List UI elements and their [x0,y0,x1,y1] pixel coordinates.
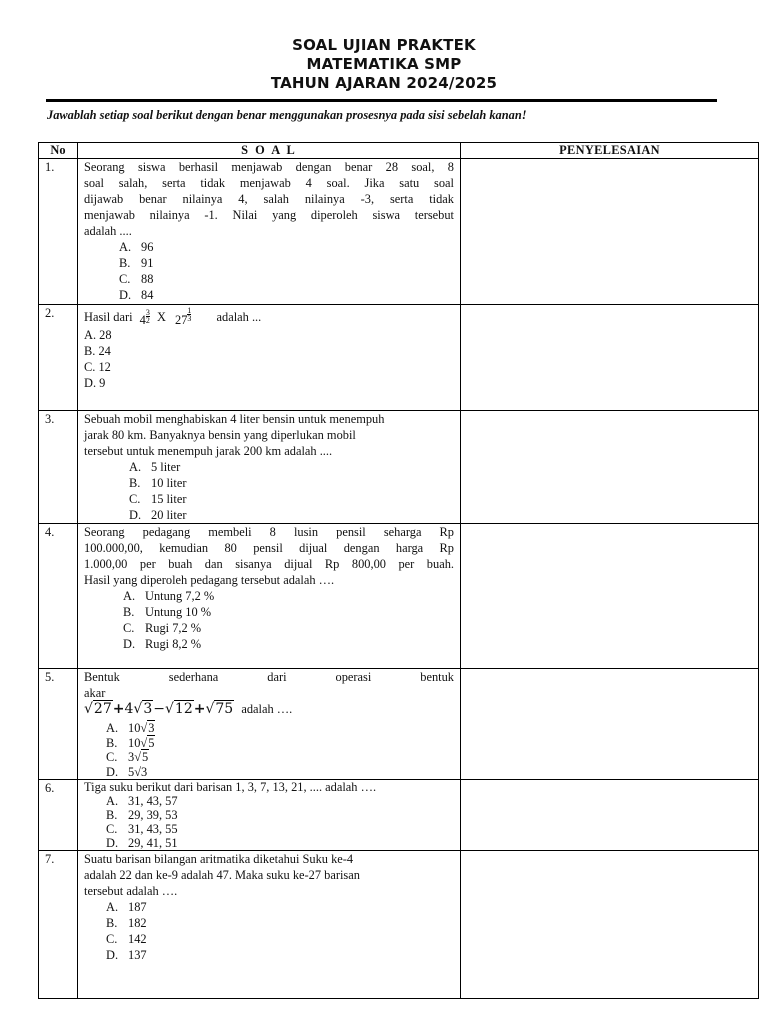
option-c: C. 12 [84,360,111,374]
option-d: D. 9 [84,376,106,390]
question-row [39,780,759,851]
text-line: adalah .... [84,224,132,238]
option-a: A. 10√3 [106,721,155,735]
question-text [78,524,461,669]
option-b: B. Untung 10 % [123,605,212,619]
option-a: A. 5 liter [129,460,181,474]
text-line: Seorang pedagang membeli 8 lusin pensil seharga Rp [84,525,454,539]
option-list [84,459,454,523]
question-text [78,669,461,780]
option-a: A. 31, 43, 57 [106,794,178,808]
question-number: 2. [39,305,78,411]
text-line: Hasil yang diperoleh pedagang tersebut adalah …. [84,573,335,587]
question-row [39,159,759,305]
option-list [84,721,454,779]
option-a: A. Untung 7,2 % [123,589,215,603]
column-header-penyelesaian: PENYELESAIAN [461,143,759,159]
question-text [78,159,461,305]
question-number: 3. [39,411,78,524]
answer-space[interactable] [461,669,759,780]
option-a: A. 28 [84,328,112,342]
question-text [78,411,461,524]
option-b: B. 10√5 [106,735,155,750]
option-b: B. 182 [106,916,147,930]
instruction-text: Jawablah setiap soal berikut dengan benar menggunakan prosesnya pada sisi sebelah kanan! [47,108,527,122]
option-c: C. 142 [106,932,147,946]
option-d: D. 84 [119,288,154,302]
text-line: Suatu barisan bilangan aritmatika diketahui Suku ke-4 [84,852,354,866]
text-line: menjawab nilainya -1. Nilai yang diperoleh siswa tersebut [84,208,454,222]
option-c: C. 3√5 [106,750,149,764]
option-d: D. 5√3 [106,764,148,779]
answer-space[interactable] [461,411,759,524]
option-c: C. 15 liter [129,492,187,506]
table-header-row [39,143,759,159]
option-a: A. 187 [106,900,147,914]
question-row [39,305,759,411]
document-header [0,36,768,93]
text-line: Seorang siswa berhasil menjawab dengan benar 28 soal, 8 [84,160,454,174]
option-list [84,794,454,850]
option-c: C. 31, 43, 55 [106,822,178,836]
option-c: C. 88 [119,272,154,286]
option-c: C. Rugi 7,2 % [123,621,202,635]
option-d: D. 29, 41, 51 [106,836,178,850]
text-line: Tiga suku berikut dari barisan 1, 3, 7, 13, 21, .... adalah …. [84,780,377,794]
text-line: tersebut untuk menempuh jarak 200 km adalah .... [84,444,333,458]
question-row [39,411,759,524]
option-b: B. 24 [84,344,111,358]
text-line: 100.000,00, kemudian 80 pensil dijual dengan harga Rp [84,541,454,555]
text-line: dijawab benar nilainya 4, salah nilainya -3, serta tidak [84,192,454,206]
option-b: B. 10 liter [129,476,187,490]
option-a: A. 96 [119,240,154,254]
option-list [84,588,454,652]
question-table [38,142,759,999]
option-d: D. Rugi 8,2 % [123,637,202,651]
option-list [84,899,454,963]
answer-space[interactable] [461,780,759,851]
question-row [39,669,759,780]
question-text [78,851,461,999]
text-line: 1.000,00 per buah dan sisanya dijual Rp 800,00 per buah. [84,557,454,571]
column-header-no: No [39,143,78,159]
text-line: adalah 22 dan ke-9 adalah 47. Maka suku ke-27 barisan [84,868,360,882]
question-number: 4. [39,524,78,669]
text-line: Sebuah mobil menghabiskan 4 liter bensin untuk menempuh [84,412,385,426]
question-number: 5. [39,669,78,780]
answer-space[interactable] [461,159,759,305]
answer-space[interactable] [461,524,759,669]
text-line: jarak 80 km. Banyaknya bensin yang diperlukan mobil [84,428,356,442]
answer-space[interactable] [461,851,759,999]
option-list [84,239,454,303]
question-number: 1. [39,159,78,305]
option-d: D. 20 liter [129,508,187,522]
question-number: 6. [39,780,78,851]
text-line: tersebut adalah …. [84,884,178,898]
column-header-soal: S O A L [78,143,461,159]
question-text [78,780,461,851]
text-line: soal salah, serta tidak menjawab 4 soal. Jika satu soal [84,176,454,190]
option-d: D. 137 [106,948,147,962]
question-row [39,524,759,669]
question-row [39,851,759,999]
radical-expression: √27+4√3−√12+√75 adalah …. [84,701,293,717]
header-title: SOAL UJIAN PRAKTEK [292,36,476,54]
question-number: 7. [39,851,78,999]
option-b: B. 29, 39, 53 [106,808,178,822]
header-divider [46,99,717,102]
text-line: Bentuk sederhana dari operasi bentuk akar [84,670,454,700]
header-subject: MATEMATIKA SMP [306,55,462,73]
header-year: TAHUN AJARAN 2024/2025 [270,74,498,92]
question-text [78,305,461,411]
exponent-expression: Hasil dari 4 $^{\frac{3}{2}}$ X 27 $^{\frac{1}{3}}$ adalah ... [84,306,262,327]
answer-space[interactable] [461,305,759,411]
option-b: B. 91 [119,256,154,270]
option-list [84,327,454,391]
